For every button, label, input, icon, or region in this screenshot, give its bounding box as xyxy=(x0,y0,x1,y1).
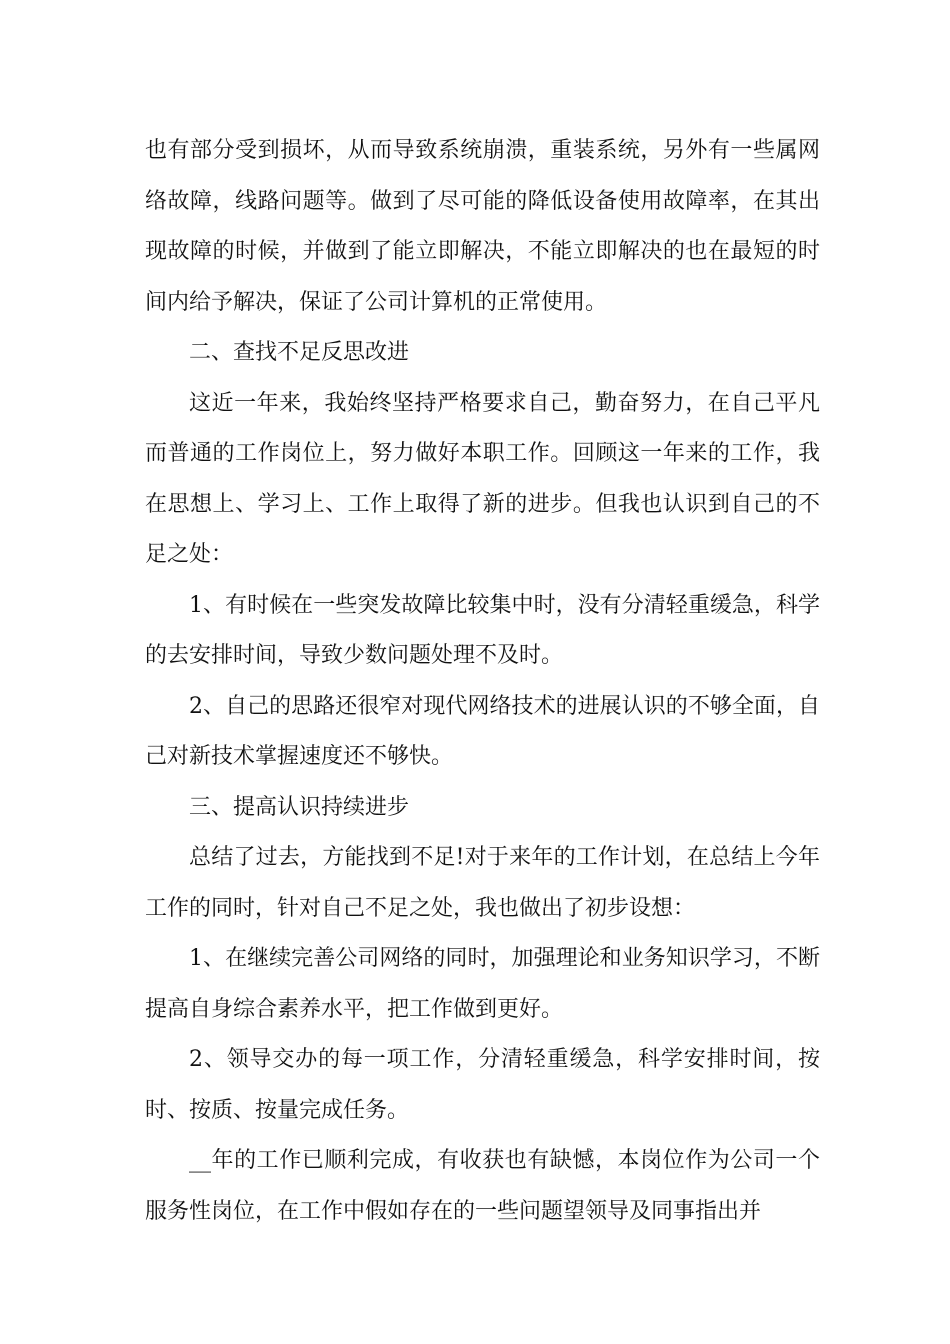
list-item-plan-2: 2、领导交办的每一项工作，分清轻重缓急，科学安排时间，按时、按质、按量完成任务。 xyxy=(145,1047,820,1123)
list-item-shortcoming-2: 2、自己的思路还很窄对现代网络技术的进展认识的不够全面，自己对新技术掌握速度还不够快。 xyxy=(145,693,820,769)
section-heading-2: 二、查找不足反思改进 xyxy=(189,340,410,365)
list-item-plan-1: 1、在继续完善公司网络的同时，加强理论和业务知识学习，不断提高自身综合素养水平，把工作做到更好。 xyxy=(145,946,820,1022)
paragraph-continuation: 也有部分受到损坏，从而导致系统崩溃，重装系统，另外有一些属网络故障，线路问题等。做到了尽可能的降低设备使用故障率，在其出现故障的时候，并做到了能立即解决，不能立即解决的也在最短的时间内给予解决，保证了公司计算机的正常使用。 xyxy=(145,138,820,315)
document-body xyxy=(145,126,820,1237)
paragraph-closing: __年的工作已顺利完成，有收获也有缺憾，本岗位作为公司一个服务性岗位，在工作中假如存在的一些问题望领导及同事指出并 xyxy=(145,1148,820,1224)
list-item-shortcoming-1: 1、有时候在一些突发故障比较集中时，没有分清轻重缓急，科学的去安排时间，导致少数问题处理不及时。 xyxy=(145,592,820,668)
paragraph-reflection: 这近一年来，我始终坚持严格要求自己，勤奋努力，在自己平凡而普通的工作岗位上，努力做好本职工作。回顾这一年来的工作，我在思想上、学习上、工作上取得了新的进步。但我也认识到自己的不足之处： xyxy=(145,390,820,567)
paragraph-plan-intro: 总结了过去，方能找到不足!对于来年的工作计划，在总结上今年工作的同时，针对自己不足之处，我也做出了初步设想： xyxy=(145,845,820,921)
section-heading-3: 三、提高认识持续进步 xyxy=(189,794,410,820)
